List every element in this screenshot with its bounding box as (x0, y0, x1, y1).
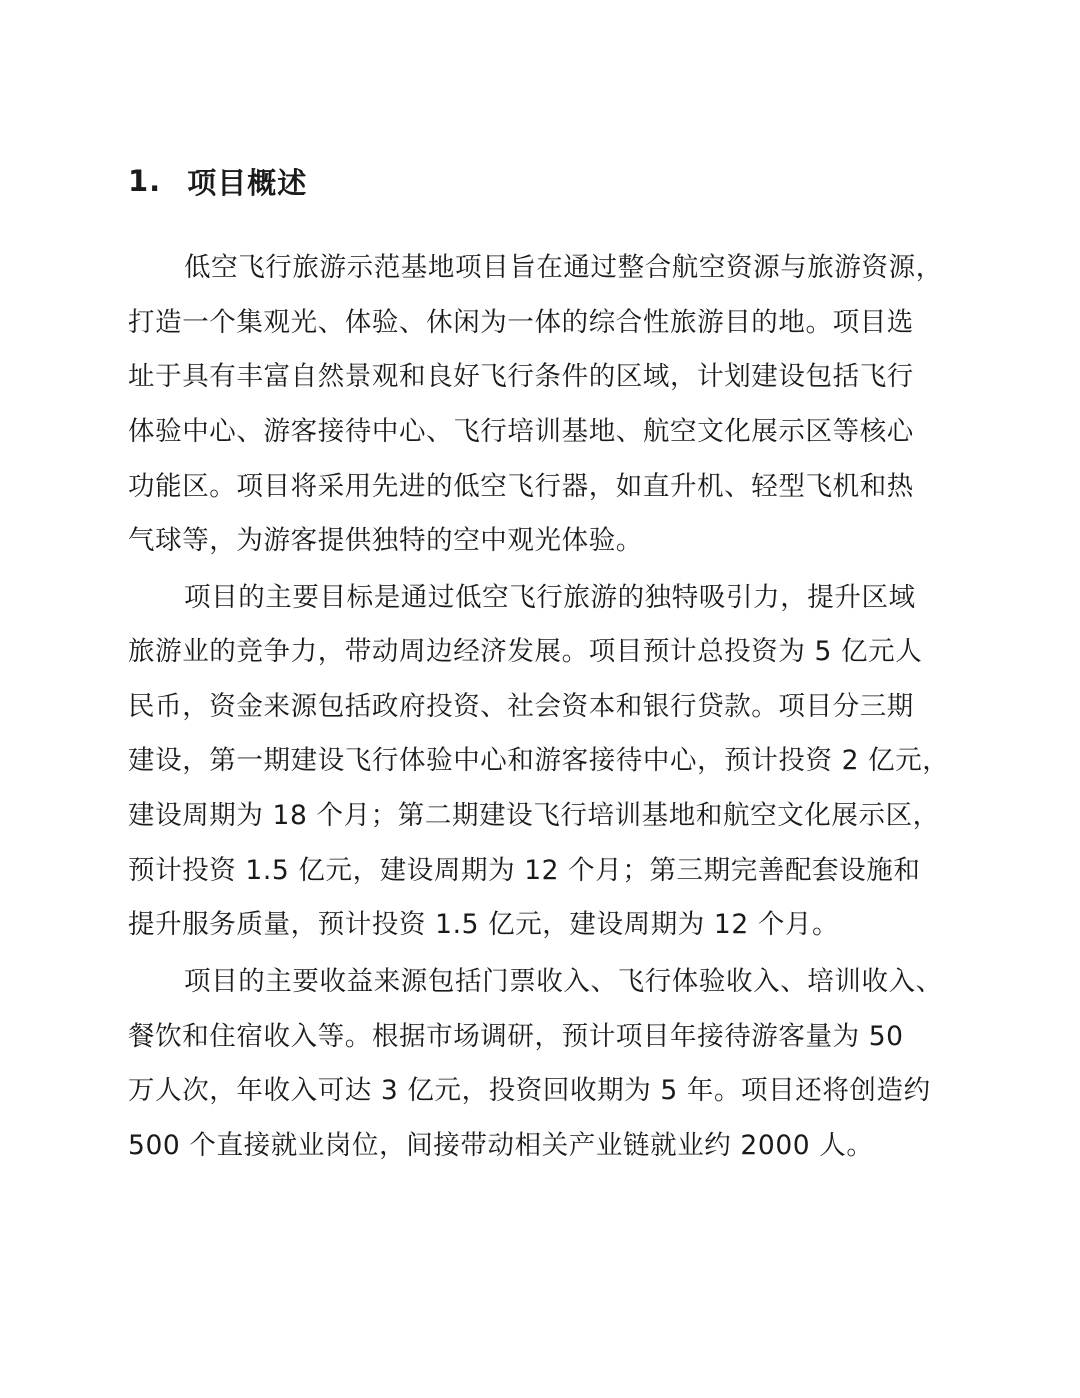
paragraph-line: 万人次，年收入可达 3 亿元，投资回收期为 5 年。项目还将创造约 (128, 1075, 931, 1106)
section-number: 1. (128, 164, 162, 198)
paragraph-line: 项目的主要收益来源包括门票收入、飞行体验收入、培训收入、 (184, 966, 943, 997)
paragraph-line: 体验中心、游客接待中心、飞行培训基地、航空文化展示区等核心 (128, 416, 914, 447)
paragraph-line: 建设周期为 18 个月；第二期建设飞行培训基地和航空文化展示区， (128, 800, 940, 831)
paragraph-line: 预计投资 1.5 亿元，建设周期为 12 个月；第三期完善配套设施和 (128, 855, 921, 886)
paragraph-line: 500 个直接就业岗位，间接带动相关产业链就业约 2000 人。 (128, 1130, 874, 1161)
paragraph-line: 气球等，为游客提供独特的空中观光体验。 (128, 525, 643, 556)
paragraph-line: 建设，第一期建设飞行体验中心和游客接待中心，预计投资 2 亿元， (128, 745, 950, 776)
paragraph-line: 址于具有丰富自然景观和良好飞行条件的区域，计划建设包括飞行 (128, 361, 914, 392)
paragraph-line: 餐饮和住宿收入等。根据市场调研，预计项目年接待游客量为 50 (128, 1021, 904, 1052)
paragraph-line: 功能区。项目将采用先进的低空飞行器，如直升机、轻型飞机和热 (128, 471, 914, 502)
paragraph-line: 民币，资金来源包括政府投资、社会资本和银行贷款。项目分三期 (128, 691, 914, 722)
section-heading (128, 158, 307, 204)
paragraph-line: 低空飞行旅游示范基地项目旨在通过整合航空资源与旅游资源， (184, 252, 943, 283)
paragraph-line: 项目的主要目标是通过低空飞行旅游的独特吸引力，提升区域 (184, 582, 916, 613)
paragraph-line: 打造一个集观光、体验、休闲为一体的综合性旅游目的地。项目选 (128, 307, 914, 338)
paragraph-line: 旅游业的竞争力，带动周边经济发展。项目预计总投资为 5 亿元人 (128, 636, 923, 667)
paragraph-line: 提升服务质量，预计投资 1.5 亿元，建设周期为 12 个月。 (128, 909, 840, 940)
section-title: 项目概述 (187, 165, 308, 200)
